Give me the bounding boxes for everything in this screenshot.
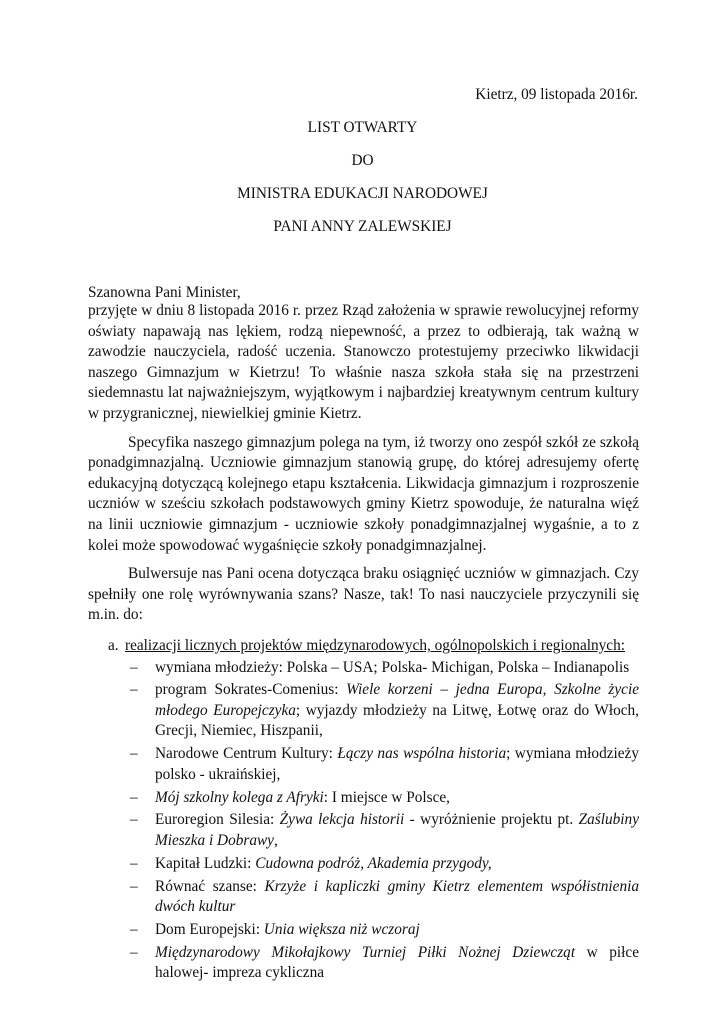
- title-line-minister: MINISTRA EDUKACJI NARODOWEJ: [237, 185, 488, 202]
- greeting: Szanowna Pani Minister,: [88, 284, 241, 301]
- list-item: – Kapitał Ludzki: Cudowna podróż, Akademia przygody,: [88, 854, 639, 875]
- list-item: – Międzynarodowy Mikołajkowy Turniej Piłki Nożnej Dziewcząt w piłce halowej- impreza cykliczna: [130, 943, 639, 982]
- dash-bullet-icon: –: [130, 877, 138, 895]
- project-list: [88, 658, 639, 984]
- title-line-to: DO: [351, 152, 374, 169]
- list-item: – wymiana młodzieży: Polska – USA; Polska- Michigan, Polska – Indianapolis: [88, 658, 639, 679]
- list-item: – Euroregion Silesia: Żywa lekcja historii - wyróżnienie projektu pt. Zaślubiny Mieszka i Dobrawy,: [130, 811, 639, 849]
- dash-bullet-icon: –: [130, 920, 138, 938]
- dash-bullet-icon: –: [130, 854, 138, 872]
- list-item: – program Sokrates-Comenius: Wiele korzeni – jedna Europa, Szkolne życie młodego Europejczyka; wyjazdy młodzieży na Litwę, Łotwę oraz do Włoch, Grecji, Niemiec, Hiszpanii,: [130, 681, 639, 740]
- list-item: – Mój szkolny kolega z Afryki: I miejsce w Polsce,: [88, 788, 639, 809]
- paragraph-3: Bulwersuje nas Pani ocena dotycząca braku osiągnięć uczniów w gimnazjach. Czy spełniły one rolę wyrównywania szans? Nasze, tak! To nasi nauczyciele przyczynili się m.in. do:: [88, 565, 639, 624]
- title-line-open-letter: LIST OTWARTY: [307, 119, 418, 136]
- paragraph-1: przyjęte w dniu 8 listopada 2016 r. przez Rząd założenia w sprawie rewolucyjnej reformy oświaty napawają nas lękiem, rodzą niepewność, a przez to odbierają, tak ważną w zawodzie nauczyciela, radość uczenia. Stanowczo protestujemy przeciwko likwidacji naszego Gimnazjum w Kietrzu! To właśnie nasza szkoła stała się na przestrzeni siedemnastu lat najważniejszym, wyjątkowym i najbardziej kreatywnym centrum kultury w przygranicznej, niewielkiej gminie Kietrz.: [88, 302, 639, 422]
- achievements-list: [88, 636, 639, 984]
- list-item: – Równać szanse: Krzyże i kapliczki gminy Kietrz elementem współistnienia dwóch kultur: [130, 877, 639, 916]
- dash-bullet-icon: –: [130, 943, 138, 961]
- list-item: – Narodowe Centrum Kultury: Łączy nas wspólna historia; wymiana młodzieży polsko - ukraińskiej,: [130, 745, 639, 783]
- dash-bullet-icon: –: [130, 811, 138, 829]
- dash-bullet-icon: –: [130, 745, 138, 763]
- dash-bullet-icon: –: [130, 788, 138, 806]
- list-item: – Dom Europejski: Unia większa niż wczoraj: [88, 920, 639, 941]
- list-heading: realizacji licznych projektów międzynarodowych, ogólnopolskich i regionalnych:: [125, 636, 625, 654]
- dash-bullet-icon: –: [130, 681, 138, 699]
- list-marker: a.: [108, 636, 119, 654]
- dash-bullet-icon: –: [130, 658, 138, 676]
- letter-date: Kietrz, 09 listopada 2016r.: [475, 86, 638, 103]
- letter-body: [88, 301, 639, 986]
- title-line-addressee: PANI ANNY ZALEWSKIEJ: [273, 218, 452, 235]
- paragraph-2: Specyfika naszego gimnazjum polega na tym, iż tworzy ono zespół szkół ze szkołą ponadgimnazjalną. Uczniowie gimnazjum stanowią grupę, do której adresujemy ofertę edukacyjną dotyczącą kolejnego etapu kształcenia. Likwidacja gimnazjum i rozproszenie uczniów w sześciu szkołach podstawowych gminy Kietrz spowoduje, że naturalna więź na linii uczniowie gimnazjum - uczniowie szkoły ponadgimnazjalnej wygaśnie, a to z kolei może spowodować wygaśnięcie szkoły ponadgimnazjalnej.: [88, 433, 639, 554]
